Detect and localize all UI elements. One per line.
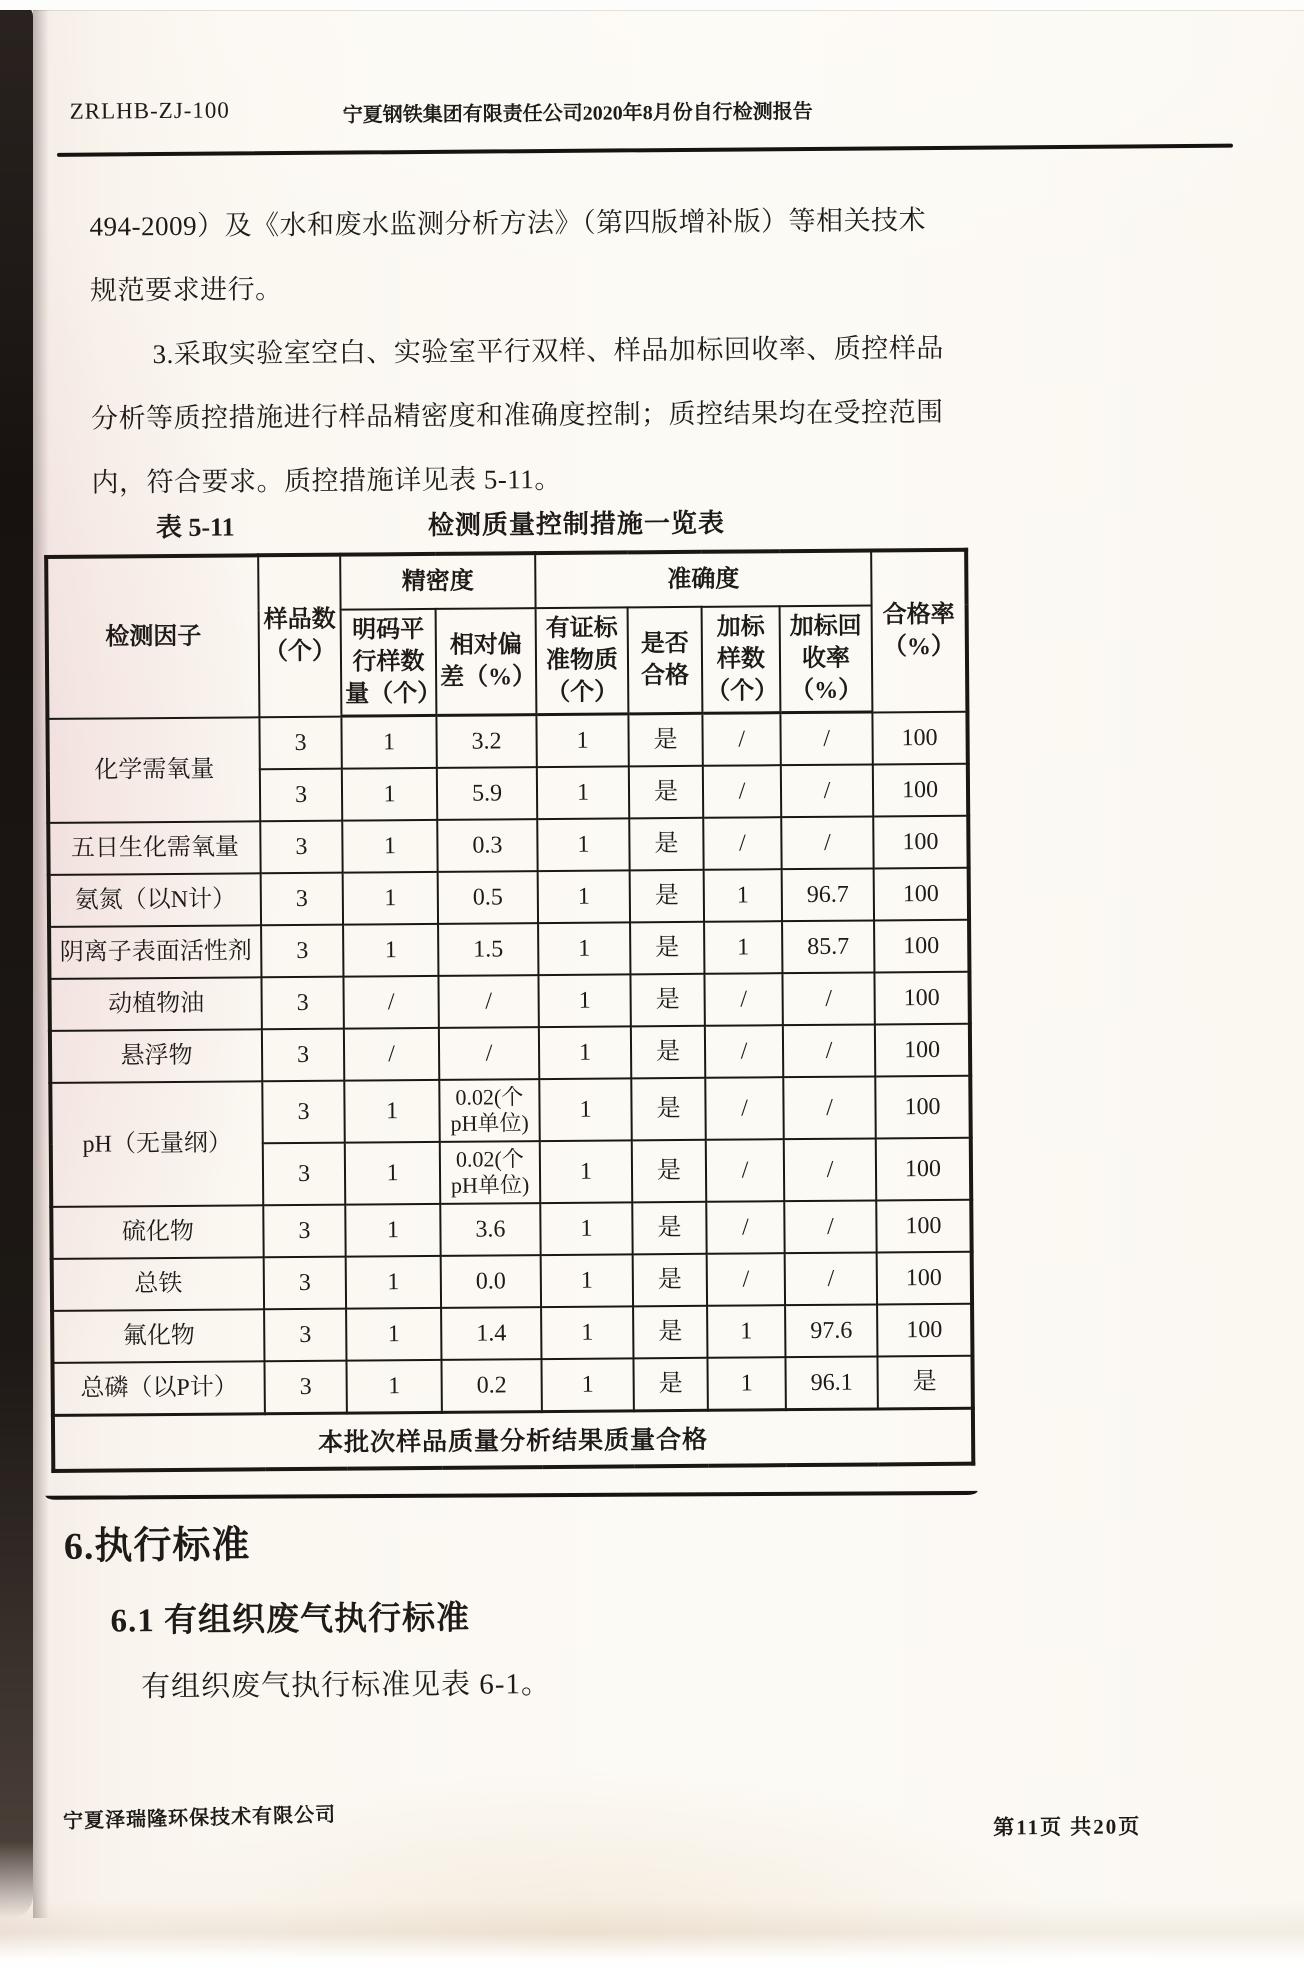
table-cell: 3 xyxy=(262,1081,344,1144)
table-cell: 3 xyxy=(262,1029,344,1082)
qc-table-body xyxy=(47,711,972,1415)
table-cell: 是 xyxy=(631,1078,705,1141)
table-title: 检测质量控制措施一览表 xyxy=(427,508,726,540)
scan-edge-left xyxy=(0,6,33,1918)
table-cell: / xyxy=(706,1201,784,1254)
factor-cell: 悬浮物 xyxy=(50,1029,262,1083)
factor-cell: 总磷（以P计） xyxy=(52,1361,264,1415)
footer-company: 宁夏泽瑞隆环保技术有限公司 xyxy=(62,1803,337,1833)
table-cell: 100 xyxy=(874,868,969,921)
table-cell: 100 xyxy=(875,1024,970,1077)
header-open-parallel: 明码平行样数量（个） xyxy=(341,609,437,716)
table-cell: 100 xyxy=(876,1200,971,1253)
header-accuracy: 准确度 xyxy=(535,550,871,608)
table-cell: 1 xyxy=(704,869,782,922)
table-cell: 5.9 xyxy=(437,767,537,820)
table-cell: 100 xyxy=(872,711,967,764)
table-cell: 1 xyxy=(342,768,437,821)
table-cell: 1 xyxy=(536,714,628,767)
table-cell: / xyxy=(703,765,781,818)
table-cell: 1 xyxy=(539,1026,631,1079)
table-cell: 1 xyxy=(346,1360,441,1413)
table-cell: 100 xyxy=(877,1304,972,1357)
header-relative-dev: 相对偏差（%） xyxy=(436,608,537,715)
table-bottom-scan-line xyxy=(46,1491,978,1500)
factor-cell: 氟化物 xyxy=(52,1309,264,1363)
table-cell: / xyxy=(705,1025,783,1078)
table-cell: / xyxy=(783,1076,875,1139)
table-row xyxy=(52,1304,972,1363)
table-cell: 是 xyxy=(629,818,703,871)
table-cell: 3 xyxy=(264,1257,346,1310)
table-cell: / xyxy=(782,972,874,1025)
header-rule xyxy=(57,144,1233,157)
section-6-1-body: 有组织废气执行标准见表 6-1。 xyxy=(140,1668,552,1704)
qc-table-foot xyxy=(53,1408,973,1471)
table-cell: / xyxy=(780,712,872,765)
table-cell: 3.6 xyxy=(440,1203,540,1256)
table-row xyxy=(49,868,969,927)
table-cell: 1 xyxy=(343,872,438,925)
paragraph-line: 规范要求进行。 xyxy=(89,274,283,306)
table-cell: 3 xyxy=(264,1309,346,1362)
table-row xyxy=(48,816,968,875)
paragraph-line: 内，符合要求。质控措施详见表 5-11。 xyxy=(91,463,562,498)
table-cell: 100 xyxy=(873,764,968,817)
table-cell: / xyxy=(703,817,781,870)
table-cell: 1 xyxy=(538,922,630,975)
table-cell: 1 xyxy=(707,1357,785,1410)
table-cell: 0.02(个pH单位) xyxy=(440,1141,540,1204)
table-cell: 是 xyxy=(633,1358,707,1411)
table-cell: 0.3 xyxy=(437,819,537,872)
table-cell: / xyxy=(704,973,782,1026)
header-factor: 检测因子 xyxy=(46,555,259,718)
table-cell: / xyxy=(702,713,780,766)
scan-edge-bottom xyxy=(0,1900,1304,1972)
table-cell: 1 xyxy=(342,820,437,873)
table-cell: 96.7 xyxy=(782,868,874,921)
factor-cell: 总铁 xyxy=(52,1257,264,1311)
table-cell: 3 xyxy=(261,873,343,926)
table-cell: / xyxy=(706,1139,784,1202)
report-title: 宁夏钢铁集团有限责任公司2020年8月份自行检测报告 xyxy=(342,100,813,127)
header-qualified: 是否合格 xyxy=(628,607,703,714)
table-cell: 1 xyxy=(541,1358,633,1411)
table-cell: 1 xyxy=(541,1306,633,1359)
table-cell: 是 xyxy=(630,922,704,975)
table-header-row xyxy=(46,550,966,612)
paragraph-line: 分析等质控措施进行样品精密度和准确度控制；质控结果均在受控范围 xyxy=(90,396,944,434)
table-cell: / xyxy=(784,1138,876,1201)
table-cell: 1 xyxy=(345,1204,440,1257)
table-footer-row xyxy=(53,1408,973,1471)
scan-edge-top xyxy=(0,0,1304,10)
table-row xyxy=(47,711,967,771)
table-row xyxy=(50,1076,970,1145)
table-row xyxy=(49,920,969,979)
table-cell: 1 xyxy=(538,870,630,923)
header-sample-count: 样品数（个） xyxy=(258,555,341,717)
qc-table-head xyxy=(46,550,967,719)
header-crm: 有证标准物质（个） xyxy=(536,607,629,714)
table-cell: 1 xyxy=(707,1305,785,1358)
qc-table xyxy=(44,548,975,1473)
table-row xyxy=(52,1356,972,1416)
table-cell: 是 xyxy=(633,1254,707,1307)
table-cell: / xyxy=(784,1200,876,1253)
table-cell: 是 xyxy=(632,1140,706,1203)
table-cell: / xyxy=(438,975,538,1028)
table-cell: 0.0 xyxy=(441,1255,541,1308)
table-cell: 0.2 xyxy=(441,1359,541,1412)
header-recovery: 加标回收率（%） xyxy=(780,605,873,712)
table-cell: 1 xyxy=(343,924,438,977)
table-cell: 0.5 xyxy=(438,871,538,924)
factor-cell: 五日生化需氧量 xyxy=(48,821,260,875)
table-cell: 1 xyxy=(539,1078,631,1141)
table-cell: 3 xyxy=(264,1361,346,1414)
table-cell: 1 xyxy=(540,1202,632,1255)
table-cell: 是 xyxy=(630,870,704,923)
table-cell: / xyxy=(707,1253,785,1306)
factor-cell: pH（无量纲） xyxy=(50,1081,263,1207)
table-cell: / xyxy=(344,1028,439,1081)
factor-cell: 化学需氧量 xyxy=(47,717,260,823)
table-cell: 85.7 xyxy=(782,920,874,973)
document-code: ZRLHB-ZJ-100 xyxy=(69,97,230,124)
table-cell: 100 xyxy=(874,972,969,1025)
factor-cell: 动植物油 xyxy=(49,977,261,1031)
table-cell: 是 xyxy=(632,1202,706,1255)
table-cell: 1 xyxy=(537,818,629,871)
table-cell: 0.02(个pH单位) xyxy=(439,1079,539,1142)
table-cell: / xyxy=(781,816,873,869)
table-cell: 100 xyxy=(877,1252,972,1305)
table-cell: / xyxy=(439,1027,539,1080)
page-header xyxy=(70,84,1225,131)
table-cell: 1 xyxy=(540,1140,632,1203)
table-cell: 100 xyxy=(876,1138,971,1201)
table-cell: 1 xyxy=(344,1080,439,1143)
section-6-heading: 6.执行标准 xyxy=(63,1524,251,1568)
table-cell: 是 xyxy=(628,713,702,766)
table-cell: 3 xyxy=(261,925,343,978)
table-cell: / xyxy=(785,1252,877,1305)
table-cell: 1 xyxy=(341,715,436,768)
body-paragraphs xyxy=(89,188,945,515)
factor-cell: 阴离子表面活性剂 xyxy=(49,925,261,979)
header-precision: 精密度 xyxy=(340,553,535,610)
table-row xyxy=(50,1024,970,1083)
table-cell: 3 xyxy=(263,1205,345,1258)
section-6-1-heading: 6.1 有组织废气执行标准 xyxy=(110,1600,471,1640)
table-cell: 3 xyxy=(261,977,343,1030)
table-row xyxy=(49,972,969,1031)
table-cell: 是 xyxy=(877,1356,972,1409)
table-cell: 1 xyxy=(541,1254,633,1307)
table-cell: 100 xyxy=(873,816,968,869)
table-cell: / xyxy=(705,1077,783,1140)
table-row xyxy=(52,1252,972,1311)
table-cell: 1 xyxy=(537,766,629,819)
table-label: 表 5-11 xyxy=(155,512,235,543)
table-cell: 1 xyxy=(345,1142,440,1205)
table-cell: 97.6 xyxy=(785,1304,877,1357)
paragraph-line: 3.采取实验室空白、实验室平行双样、样品加标回收率、质控样品 xyxy=(152,332,944,370)
table-cell: 是 xyxy=(630,974,704,1027)
table-cell: 3 xyxy=(259,716,341,769)
paragraph-line: 494-2009）及《水和废水监测分析方法》（第四版增补版）等相关技术 xyxy=(89,205,927,242)
table-cell: 3 xyxy=(260,821,342,874)
table-cell: 1 xyxy=(346,1256,441,1309)
table-cell: 是 xyxy=(629,766,703,819)
header-pass-rate: 合格率（%） xyxy=(871,550,967,712)
table-cell: 是 xyxy=(633,1306,707,1359)
table-cell: 1 xyxy=(538,974,630,1027)
table-caption xyxy=(44,501,964,544)
table-cell: 3 xyxy=(263,1143,345,1206)
table-cell: 是 xyxy=(631,1026,705,1079)
header-spiked-count: 加标样数（个） xyxy=(702,606,781,713)
table-cell: / xyxy=(781,764,873,817)
footer-page-number: 第11页 共20页 xyxy=(993,1814,1142,1840)
table-footer-note: 本批次样品质量分析结果质量合格 xyxy=(53,1408,973,1471)
factor-cell: 硫化物 xyxy=(51,1205,263,1259)
table-cell: 1 xyxy=(704,921,782,974)
table-cell: 3 xyxy=(260,769,342,822)
table-cell: 1 xyxy=(346,1308,441,1361)
table-cell: / xyxy=(343,976,438,1029)
table-cell: / xyxy=(783,1024,875,1077)
table-cell: 3.2 xyxy=(436,715,536,768)
table-cell: 1.4 xyxy=(441,1307,541,1360)
table-cell: 96.1 xyxy=(785,1356,877,1409)
factor-cell: 氨氮（以N计） xyxy=(49,873,261,927)
table-cell: 100 xyxy=(874,920,969,973)
table-cell: 100 xyxy=(875,1076,970,1139)
table-cell: 1.5 xyxy=(438,923,538,976)
table-row xyxy=(51,1200,971,1259)
